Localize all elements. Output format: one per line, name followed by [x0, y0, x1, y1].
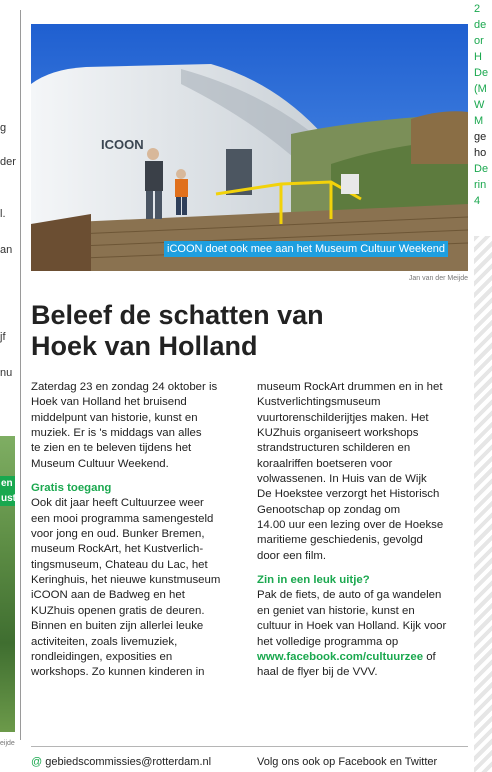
body-line: workshops. Zo kunnen kinderen in — [31, 666, 205, 679]
body-line: het volledige programma op — [257, 635, 399, 648]
body-line: Museum Cultuur Weekend. — [31, 457, 169, 470]
body-line — [257, 650, 469, 665]
body-line: Hoek van Holland het bruisend — [31, 396, 187, 409]
email-link[interactable]: gebiedscommissies@rotterdam.nl — [45, 756, 212, 768]
left-tag-line: ust — [1, 493, 16, 504]
right-fragment-line: De — [474, 163, 489, 175]
body-line: voor jong en oud. Bunker Bremen, — [31, 528, 205, 541]
body-line: en geniet van historie, kunst en — [257, 604, 415, 617]
article-column-right — [257, 380, 469, 681]
body-line: middelpunt van historie, kunst en — [31, 411, 198, 424]
right-fragment-line: 4 — [474, 195, 481, 207]
body-line: een mooi programma samengesteld — [31, 512, 214, 525]
at-icon: @ — [31, 756, 43, 768]
museum-photo-illustration — [31, 24, 468, 271]
body-line: vuurtorenschilderijtjes maken. Het — [257, 411, 429, 424]
right-fragment-line: ho — [474, 147, 487, 159]
museum-sign: ICOON — [101, 137, 144, 152]
body-text: of — [423, 650, 436, 663]
facebook-link[interactable]: www.facebook.com/cultuurzee — [257, 650, 424, 663]
body-line: Keringhuis, het nieuwe kunstmuseum — [31, 574, 221, 587]
headline-line: Hoek van Holland — [31, 331, 258, 361]
left-fragment-line: jf — [0, 331, 6, 343]
body-line: Kustverlichtingsmuseum — [257, 396, 381, 409]
body-line: koraalriffen boetseren voor — [257, 457, 393, 470]
right-fragment-line: de — [474, 19, 487, 31]
body-line: Genootschap op zondag om — [257, 503, 401, 516]
body-line: Ook dit jaar heeft Cultuurzee weer — [31, 497, 204, 510]
right-fragment-line: H — [474, 51, 482, 63]
footer-contact — [31, 756, 211, 768]
body-line: Zaterdag 23 en zondag 24 oktober is — [31, 381, 218, 393]
left-fragment-line: l. — [0, 208, 6, 220]
article-photo — [31, 24, 468, 271]
headline-line: Beleef de schatten van — [31, 300, 324, 330]
photo-credit: Jan van der Meijde — [408, 275, 468, 282]
left-fragment-line: an — [0, 244, 13, 256]
footer-social: Volg ons ook op Facebook en Twitter — [257, 756, 438, 768]
body-line: muziek. Er is 's middags van alles — [31, 427, 202, 440]
body-line: KUZhuis openen gratis de deuren. — [31, 604, 205, 617]
body-line: haal de flyer bij de VVV. — [257, 666, 378, 679]
paragraph-gap — [31, 472, 245, 481]
right-fragment-line: M — [474, 115, 484, 127]
footer-divider — [31, 746, 468, 747]
body-line: KUZhuis organiseert workshops — [257, 427, 419, 440]
article-headline — [31, 300, 461, 362]
body-line: 14.00 uur een lezing over de Hoekse — [257, 519, 444, 532]
body-line: museum RockArt, het Kustverlich- — [31, 543, 204, 556]
right-fragment-line: 2 — [474, 3, 481, 15]
section-subheading: Zin in een leuk uitje? — [257, 574, 370, 587]
left-fragment-line: nu — [0, 367, 13, 379]
body-line: Binnen en buiten zijn allerlei leuke — [31, 620, 204, 633]
body-line: De Hoekstee verzorgt het Historisch — [257, 488, 440, 501]
right-page-hatch — [474, 236, 492, 772]
paragraph-gap — [257, 564, 469, 573]
right-fragment-line: W — [474, 99, 485, 111]
body-line: volwassenen. In Huis van de Wijk — [257, 473, 427, 486]
right-fragment-line: (M — [474, 83, 487, 95]
right-fragment-line: or — [474, 35, 484, 47]
body-line: museum RockArt drummen en in het — [257, 381, 443, 393]
body-line: te zien en te beleven tijdens het — [31, 442, 192, 455]
left-page-divider — [20, 10, 21, 740]
right-fragment-line: rin — [474, 179, 487, 191]
body-line: door een film. — [257, 549, 327, 562]
left-page-caption-tag — [0, 476, 15, 506]
body-line: Pak de fiets, de auto of ga wandelen — [257, 589, 442, 602]
right-fragment-line: De — [474, 67, 489, 79]
article-column-left — [31, 380, 245, 681]
left-fragment-line: der — [0, 156, 16, 168]
left-page-fragment — [0, 0, 22, 772]
right-fragment-line: ge — [474, 131, 487, 143]
body-line: tingsmuseum, Chateau du Lac, het — [31, 558, 208, 571]
section-subheading: Gratis toegang — [31, 482, 112, 495]
left-photo-credit: eijde — [0, 740, 15, 747]
photo-caption: iCOON doet ook mee aan het Museum Cultuur Weekend — [164, 241, 448, 257]
body-line: maritieme geschiedenis, gevolgd — [257, 534, 423, 547]
body-line: strandstructuren schilderen en — [257, 442, 411, 455]
body-line: activiteiten, zoals livemuziek, — [31, 635, 178, 648]
body-line: cultuur in Hoek van Holland. Kijk voor — [257, 620, 447, 633]
body-line: rondleidingen, exposities en — [31, 650, 173, 663]
right-page-fragment — [474, 0, 492, 230]
left-tag-line: en — [1, 478, 13, 489]
left-fragment-line: g — [0, 122, 7, 134]
body-line: iCOON aan de Badweg en het — [31, 589, 185, 602]
